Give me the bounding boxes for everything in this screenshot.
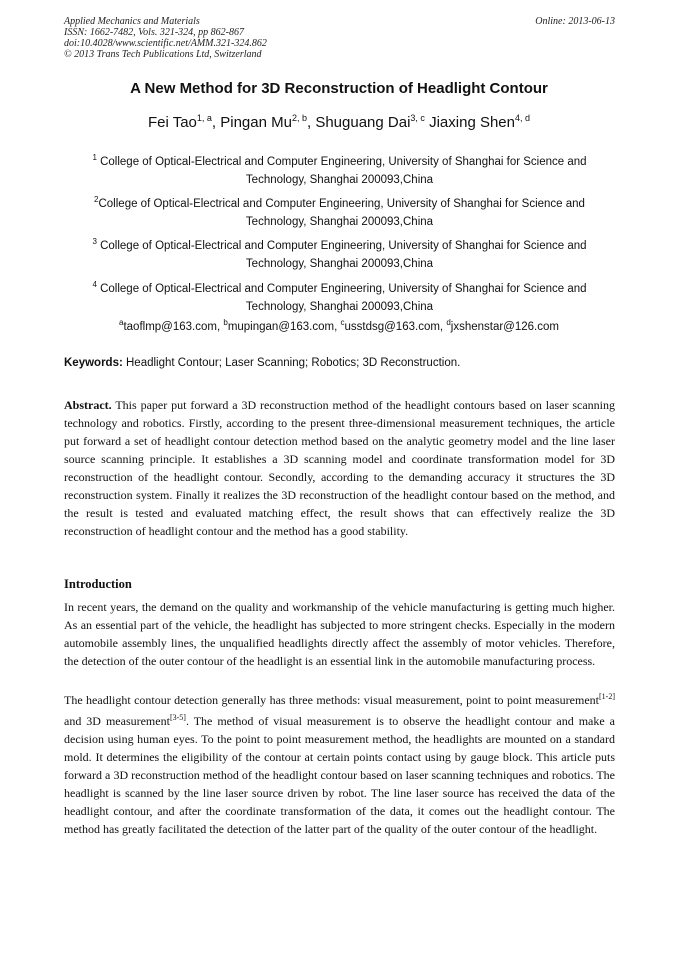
citation-ref[interactable]: [3-5] — [169, 713, 186, 722]
affiliation-3: $^3$ College of Optical-Electrical and Computer Engineering, University of Shanghai for Science and Technology, Shanghai 200093,China — [92, 237, 587, 270]
journal-header — [64, 16, 615, 60]
author-list: Fei Tao$^{1, a}$, Pingan Mu$^{2, b}$, Shuguang Dai$^{3, c}$ Jiaxing Shen$^{4, d}$ — [147, 113, 531, 131]
abstract-label: Abstract. — [64, 398, 112, 412]
email-link[interactable]: taoflmp@163.com, — [123, 320, 224, 333]
doi-line[interactable]: doi:10.4028/www.scientific.net/AMM.321-324.862 — [64, 38, 267, 49]
author-affiliation-mark: 4, d — [515, 113, 531, 123]
author-name: Jiaxing Shen — [429, 114, 515, 131]
affiliation-4: $^4$ College of Optical-Electrical and Computer Engineering, University of Shanghai for Science and Technology, Shanghai 200093,China — [92, 280, 587, 313]
citation-ref[interactable]: [1-2] — [599, 692, 615, 701]
author-name: Pingan Mu — [220, 114, 292, 131]
author-name: Fei Tao — [147, 114, 197, 131]
author-affiliation-mark: 2, b — [291, 113, 307, 123]
issn-line: ISSN: 1662-7482, Vols. 321-324, pp 862-867 — [64, 27, 244, 38]
journal-name: Applied Mechanics and Materials — [64, 16, 200, 27]
email-link[interactable]: mupingan@163.com, — [227, 320, 341, 333]
email-link[interactable]: jxshenstar@126.com — [450, 320, 559, 333]
author-name: Shuguang Dai — [315, 114, 411, 131]
keywords-label: Keywords: — [64, 357, 123, 369]
keywords — [64, 357, 615, 369]
introduction-paragraph-2: The headlight contour detection generally has three methods: visual measurement, point to point measurement[1-2] and 3D measurement[3-5]. The method of visual measurement is to observe the headlight contour and make a decision using human eyes. To the point to point measurement method, the headlights are mounted on a standard mold. It determines the eligibility of the contour at certain points contact using by gauge block. This article puts forward a 3D reconstruction method of the headlight contour based on laser scanning techniques and robotics. The headlight is scanned by the line laser source driven by robot. The line laser source has received the data of the headlight contour, and after the coordinate transformation of the data, it comes out the headlight contour. The method has greatly facilitated the detection of the latter part of the quality of the outer contour of the headlight. — [64, 692, 615, 836]
affiliation-1: $^1$ College of Optical-Electrical and Computer Engineering, University of Shanghai for Science and Technology, Shanghai 200093,China — [92, 153, 587, 186]
abstract-text: This paper put forward a 3D reconstruction method of the headlight contours based on laser scanning technology and robotics. Firstly, according to the present three-dimensional measurement techniques, the article put forward a set of headlight contour detection method based on the analytic geometry model and the line laser source scanning principle. It establishes a 3D scanning model and coordinate transformation model for 3D reconstruction of the headlight contour. Secondly, according to the demanding accuracy it structures the 3D reconstruction system. Finally it realizes the 3D reconstruction of the headlight contour based on the method, and the result is tested and evaluated matching effect, the result shows that can effectively realize the 3D reconstruction of headlight contour and the method has a good stability. — [64, 398, 615, 538]
abstract — [64, 396, 615, 540]
author-affiliation-mark: 1, a — [196, 113, 212, 123]
online-date: Online: 2013-06-13 — [535, 16, 615, 27]
affiliation-2: $^2$College of Optical-Electrical and Computer Engineering, University of Shanghai for Science and Technology, Shanghai 200093,China — [94, 195, 585, 228]
email-link[interactable]: usstdsg@163.com, — [344, 320, 447, 333]
author-affiliation-mark: 3, c — [410, 113, 425, 123]
introduction-paragraph-1: In recent years, the demand on the quality and workmanship of the vehicle manufacturing is getting much higher. As an essential part of the vehicle, the headlight has subjected to more stringent checks. Especially in the modern automobile assembly lines, the unqualified headlights directly affect the assembly of motor vehicles. Therefore, the detection of the outer contour of the headlight is an essential link in the automobile manufacturing process. — [64, 600, 615, 668]
copyright-line: © 2013 Trans Tech Publications Ltd, Switzerland — [64, 49, 262, 60]
section-heading-introduction: Introduction — [64, 577, 132, 591]
author-emails: $^a$taoflmp@163.com, $^b$mupingan@163.com, $^c$usstdsg@163.com, $^d$jxshenstar@126.com — [119, 318, 559, 333]
keywords-text: Headlight Contour; Laser Scanning; Robotics; 3D Reconstruction. — [122, 357, 461, 369]
paper-title: A New Method for 3D Reconstruction of Headlight Contour — [130, 80, 548, 97]
